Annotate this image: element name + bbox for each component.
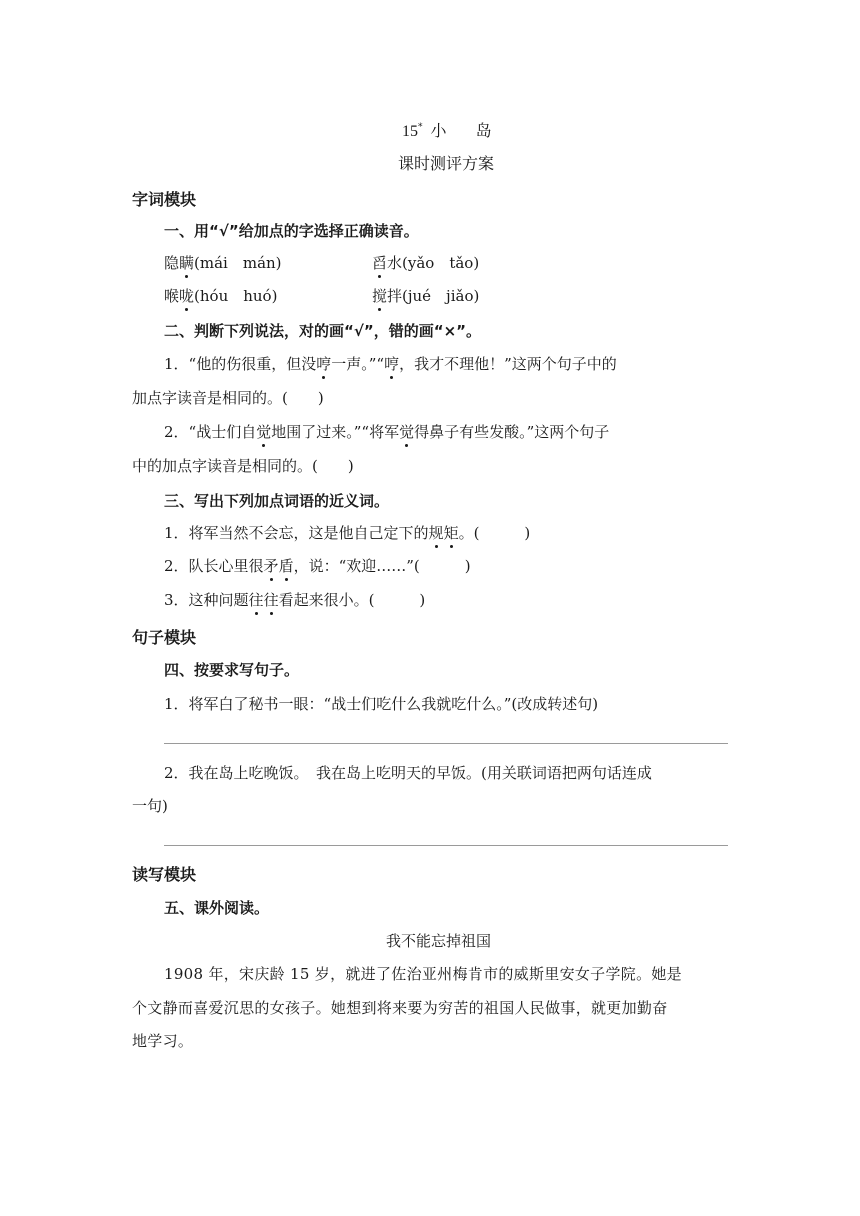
page-title: [402, 118, 504, 141]
lesson-number: 15: [402, 123, 418, 140]
passage-title: 我不能忘掉祖国: [386, 932, 492, 950]
dotted-char: 盾: [278, 557, 294, 575]
lesson-title: 小 岛: [430, 121, 504, 140]
q1-item-1: 隐瞒(mái mán): [164, 254, 282, 272]
answer-line-2[interactable]: [164, 845, 728, 846]
lesson-mark: *: [418, 122, 423, 133]
dotted-char: 往: [248, 591, 264, 609]
dotted-char: 矛: [263, 557, 279, 575]
passage-line-2: 个文静而喜爱沉思的女孩子。她想到将来要为穷苦的祖国人民做事，就更加勤奋: [132, 999, 668, 1017]
module-words: 字词模块: [132, 190, 197, 209]
dotted-char: 觉: [256, 423, 272, 441]
dotted-char: 瞒: [179, 254, 195, 272]
q4-heading: 四、按要求写句子。: [164, 661, 300, 679]
dotted-char: 规: [428, 524, 444, 542]
dotted-char: 舀: [372, 254, 388, 272]
q1-item-4: 搅拌(jué jiǎo): [372, 287, 480, 305]
q5-heading: 五、课外阅读。: [164, 899, 270, 917]
q3-heading: 三、写出下列加点词语的近义词。: [164, 492, 390, 510]
q2-item-2-line-1: 2．“战士们自觉地围了过来。”“将军觉得鼻子有些发酸。”这两个句子: [164, 423, 610, 441]
q1-heading: 一、用“√”给加点的字选择正确读音。: [164, 222, 419, 240]
q2-item-1-line-1: 1．“他的伤很重，但没哼一声。”“哼，我才不理他！”这两个句子中的: [164, 355, 617, 373]
q3-item-1: 1．将军当然不会忘，这是他自己定下的规矩。( ): [164, 524, 531, 542]
answer-line-1[interactable]: [164, 743, 728, 744]
passage-line-1: 1908 年，宋庆龄 15 岁，就进了佐治亚州梅肯市的威斯里安女子学院。她是: [164, 965, 682, 983]
dotted-char: 哼: [384, 355, 400, 373]
module-sentences: 句子模块: [132, 628, 197, 647]
dotted-char: 矩: [443, 524, 459, 542]
q2-item-2-line-2: 中的加点字读音是相同的。( ): [132, 457, 354, 475]
q4-item-1: 1．将军白了秘书一眼：“战士们吃什么我就吃什么。”(改成转述句): [164, 695, 599, 713]
dotted-char: 觉: [399, 423, 415, 441]
passage-line-3: 地学习。: [132, 1032, 194, 1050]
dotted-char: 往: [263, 591, 279, 609]
q1-item-3: 喉咙(hóu huó): [164, 287, 278, 305]
q3-item-2: 2．队长心里很矛盾，说：“欢迎……”( ): [164, 557, 471, 575]
q4-item-2-line-2: 一句): [132, 797, 168, 815]
q4-item-2-line-1: 2．我在岛上吃晚饭。 我在岛上吃明天的早饭。(用关联词语把两句话连成: [164, 764, 652, 782]
q2-item-1-line-2: 加点字读音是相同的。( ): [132, 389, 324, 407]
page-subtitle: 课时测评方案: [398, 154, 495, 173]
dotted-char: 哼: [316, 355, 332, 373]
dotted-char: 搅: [372, 287, 388, 305]
q2-heading: 二、判断下列说法，对的画“√”，错的画“×”。: [164, 322, 482, 340]
dotted-char: 咙: [179, 287, 195, 305]
module-reading: 读写模块: [132, 865, 197, 884]
q1-item-2: 舀水(yǎo tǎo): [372, 254, 480, 272]
q3-item-3: 3．这种问题往往看起来很小。( ): [164, 591, 426, 609]
